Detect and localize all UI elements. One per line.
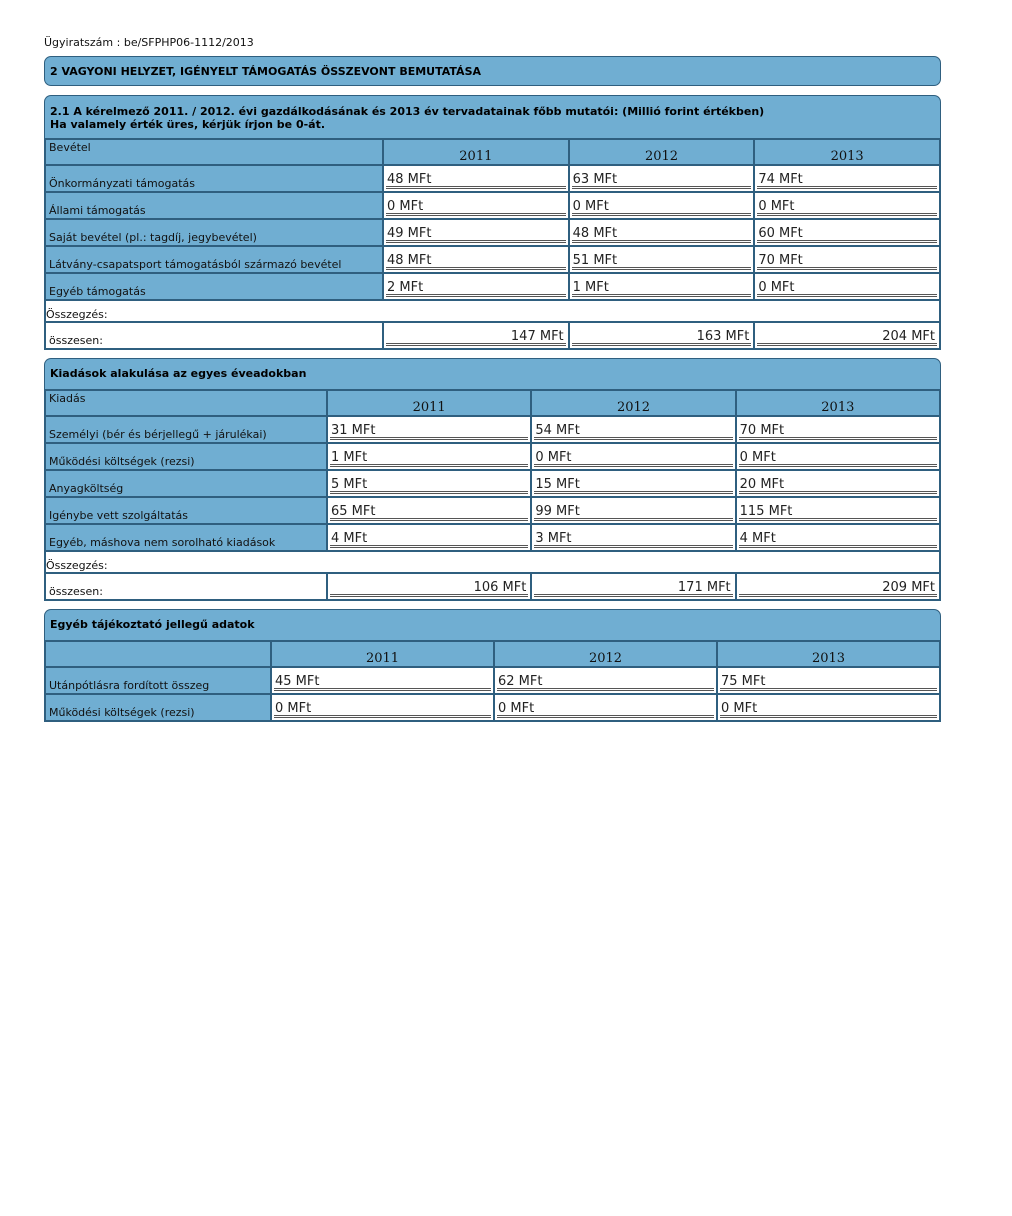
value-field[interactable]: 115 MFt [739,503,937,521]
value-field[interactable]: 0 MFt [757,279,937,297]
table-row [45,273,940,300]
summary-label: Összegzés: [45,300,940,322]
main-section-title: 2 VAGYONI HELYZET, IGÉNYELT TÁMOGATÁS ÖSSZEVONT BEMUTATÁSA [44,56,941,86]
value-field[interactable]: 0 MFt [739,449,937,467]
total-value: 209 MFt [739,579,937,597]
year-header-2013: 2013 [754,139,940,165]
other-info-section [44,609,941,722]
row-label: Saját bevétel (pl.: tagdíj, jegybevétel) [45,219,383,246]
row-label: Látvány-csapatsport támogatásból származó bevétel [45,246,383,273]
table-row [45,667,940,694]
value-field[interactable]: 0 MFt [534,449,732,467]
value-field[interactable]: 3 MFt [534,530,732,548]
value-field[interactable]: 1 MFt [330,449,528,467]
other-info-section-title: Egyéb tájékoztató jellegű adatok [44,609,941,640]
table-row [45,694,940,721]
other-info-table [44,640,941,722]
table-row [45,497,940,524]
revenue-header-label: Bevétel [45,139,383,165]
value-field[interactable]: 45 MFt [274,673,491,691]
table-row [45,165,940,192]
year-header-2011: 2011 [271,641,494,667]
value-field[interactable]: 0 MFt [386,198,566,216]
table-row [45,470,940,497]
value-field[interactable]: 70 MFt [757,252,937,270]
value-field[interactable]: 70 MFt [739,422,937,440]
row-label: Önkormányzati támogatás [45,165,383,192]
table-row [45,443,940,470]
revenue-title-line1: 2.1 A kérelmező 2011. / 2012. évi gazdálkodásának és 2013 év tervadatainak főbb mutatói: (Millió forint értékben) [50,105,765,118]
table-row [45,524,940,551]
row-label: Működési költségek (rezsi) [45,443,327,470]
value-field[interactable]: 20 MFt [739,476,937,494]
value-field[interactable]: 4 MFt [739,530,937,548]
table-row [45,219,940,246]
value-field[interactable]: 31 MFt [330,422,528,440]
total-row [45,573,940,600]
value-field[interactable]: 48 MFt [386,171,566,189]
value-field[interactable]: 49 MFt [386,225,566,243]
value-field[interactable]: 60 MFt [757,225,937,243]
row-label: Működési költségek (rezsi) [45,694,271,721]
value-field[interactable]: 5 MFt [330,476,528,494]
revenue-section-title [44,95,941,138]
year-header-2012: 2012 [494,641,717,667]
form-page [44,36,941,730]
year-header-2012: 2012 [569,139,755,165]
total-value: 147 MFt [386,328,566,346]
expenses-header-label: Kiadás [45,390,327,416]
value-field[interactable]: 0 MFt [720,700,937,718]
year-header-2011: 2011 [383,139,569,165]
row-label: Egyéb, máshova nem sorolható kiadások [45,524,327,551]
table-row [45,246,940,273]
expenses-table [44,389,941,601]
value-field[interactable]: 75 MFt [720,673,937,691]
row-label: Személyi (bér és bérjellegű + járulékai) [45,416,327,443]
total-value: 171 MFt [534,579,732,597]
value-field[interactable]: 48 MFt [572,225,752,243]
total-value: 106 MFt [330,579,528,597]
other-header-label [45,641,271,667]
value-field[interactable]: 63 MFt [572,171,752,189]
year-header-2013: 2013 [736,390,940,416]
value-field[interactable]: 74 MFt [757,171,937,189]
value-field[interactable]: 2 MFt [386,279,566,297]
row-label: Igénybe vett szolgáltatás [45,497,327,524]
row-label: Állami támogatás [45,192,383,219]
total-label: összesen: [45,573,327,600]
value-field[interactable]: 15 MFt [534,476,732,494]
value-field[interactable]: 0 MFt [572,198,752,216]
total-label: összesen: [45,322,383,349]
total-row [45,322,940,349]
expenses-section-title: Kiadások alakulása az egyes éveadokban [44,358,941,389]
value-field[interactable]: 0 MFt [757,198,937,216]
value-field[interactable]: 54 MFt [534,422,732,440]
expenses-section [44,358,941,601]
value-field[interactable]: 65 MFt [330,503,528,521]
value-field[interactable]: 0 MFt [497,700,714,718]
row-label: Utánpótlásra fordított összeg [45,667,271,694]
revenue-title-line2: Ha valamely érték üres, kérjük írjon be 0-át. [50,118,326,131]
table-row [45,192,940,219]
value-field[interactable]: 1 MFt [572,279,752,297]
reference-number: Ügyiratszám : be/SFPHP06-1112/2013 [44,36,254,49]
year-header-2013: 2013 [717,641,940,667]
year-header-2011: 2011 [327,390,531,416]
value-field[interactable]: 0 MFt [274,700,491,718]
value-field[interactable]: 99 MFt [534,503,732,521]
value-field[interactable]: 62 MFt [497,673,714,691]
row-label: Anyagköltség [45,470,327,497]
total-value: 163 MFt [572,328,752,346]
row-label: Egyéb támogatás [45,273,383,300]
value-field[interactable]: 48 MFt [386,252,566,270]
total-value: 204 MFt [757,328,937,346]
year-header-2012: 2012 [531,390,735,416]
value-field[interactable]: 51 MFt [572,252,752,270]
value-field[interactable]: 4 MFt [330,530,528,548]
revenue-table [44,138,941,350]
summary-label: Összegzés: [45,551,940,573]
table-row [45,416,940,443]
revenue-section [44,95,941,350]
